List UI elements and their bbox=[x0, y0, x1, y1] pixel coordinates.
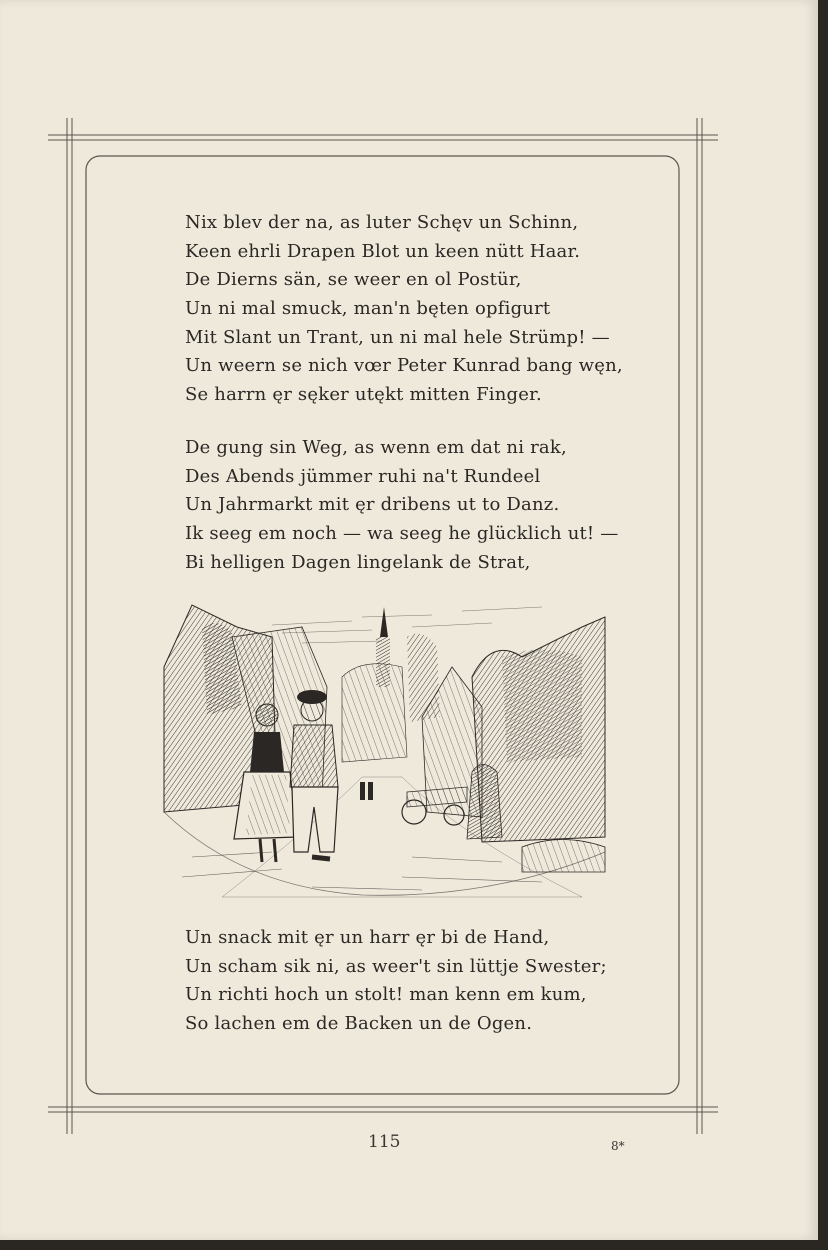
verse-line: Se harrn ęr sęker utękt mitten Finger. bbox=[185, 384, 542, 406]
verse-line: Un richti hoch un stolt! man kenn em kum, bbox=[185, 984, 587, 1006]
verse-line: Bi helligen Dagen lingelank de Strat, bbox=[185, 551, 531, 573]
verse-line: Un scham sik ni, as weer't sin lüttje Swester; bbox=[185, 955, 607, 977]
stanza-2 bbox=[185, 434, 618, 577]
verse-line: Keen ehrli Drapen Blot un keen nütt Haar. bbox=[185, 240, 581, 262]
stanza-3 bbox=[185, 924, 607, 1039]
verse-line: De gung sin Weg, as wenn em dat ni rak, bbox=[185, 437, 567, 458]
verse-line: Un snack mit ęr un harr ęr bi de Hand, bbox=[185, 927, 550, 948]
verse-line: De Dierns sän, se weer en ol Postür, bbox=[185, 269, 522, 291]
village-street-engraving bbox=[162, 597, 607, 899]
verse-line: Des Abends jümmer ruhi na't Rundeel bbox=[185, 465, 541, 487]
verse-line: Un Jahrmarkt mit ęr dribens ut to Danz. bbox=[185, 494, 560, 516]
stanza-1 bbox=[185, 209, 623, 410]
verse-line: Nix blev der na, as luter Schęv un Schinn, bbox=[185, 212, 579, 233]
verse-line: Ik seeg em noch — wa seeg he glücklich ut! — bbox=[185, 523, 619, 545]
page-number: 115 bbox=[368, 1132, 401, 1152]
verse-line: Un weern se nich vœr Peter Kunrad bang węn, bbox=[185, 355, 623, 377]
signature-mark: 8* bbox=[611, 1139, 625, 1153]
verse-line: Un ni mal smuck, man'n bęten opfigurt bbox=[185, 298, 551, 320]
verse-line: So lachen em de Backen un de Ogen. bbox=[185, 1013, 533, 1035]
verse-line: Mit Slant un Trant, un ni mal hele Strümp! — bbox=[185, 326, 610, 348]
